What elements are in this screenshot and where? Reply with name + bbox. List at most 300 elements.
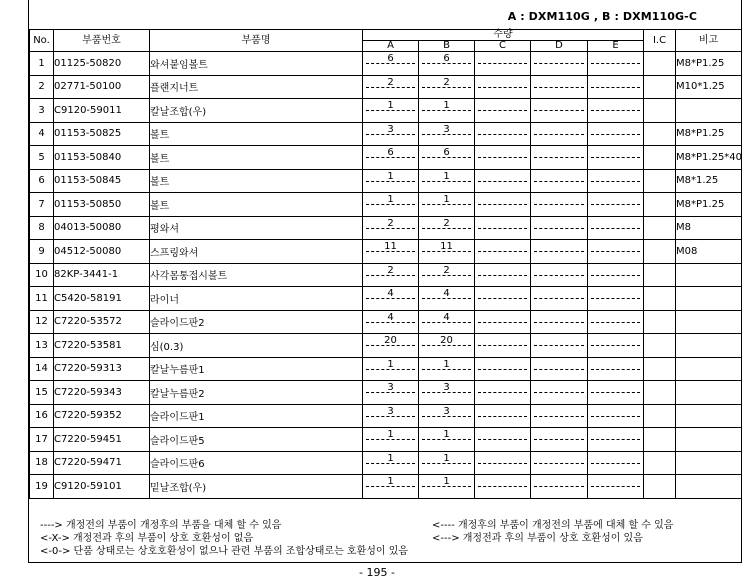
qty-value: 4	[443, 288, 450, 299]
table-row	[30, 216, 742, 240]
qty-dash-line	[534, 251, 584, 252]
qty-dash-line	[591, 110, 640, 111]
row-part-name: 칼날조합(우)	[150, 99, 363, 123]
row-note	[676, 404, 742, 428]
row-ic	[644, 216, 676, 240]
table-row	[30, 475, 742, 499]
page-number: - 195 -	[359, 566, 395, 579]
row-qty-d	[531, 475, 588, 499]
parts-table	[29, 29, 742, 499]
header-qty-e: E	[588, 41, 644, 52]
row-ic	[644, 169, 676, 193]
qty-dash-line	[478, 392, 527, 393]
qty-dash-line	[478, 275, 527, 276]
qty-dash-line	[591, 181, 640, 182]
row-qty-c	[475, 75, 531, 99]
qty-dash-line	[478, 228, 527, 229]
row-qty-e	[588, 99, 644, 123]
row-qty-a	[363, 451, 419, 475]
row-qty-a	[363, 75, 419, 99]
row-no: 17	[30, 428, 54, 452]
row-qty-a	[363, 52, 419, 76]
row-qty-d	[531, 193, 588, 217]
row-qty-e	[588, 263, 644, 287]
row-part-number: C7220-53581	[54, 334, 150, 358]
qty-dash-line	[591, 275, 640, 276]
qty-dash-line	[534, 369, 584, 370]
row-qty-d	[531, 169, 588, 193]
qty-value: 4	[387, 311, 394, 323]
row-qty-b	[419, 381, 475, 405]
table-row	[30, 404, 742, 428]
qty-value: 4	[443, 311, 450, 323]
row-qty-b	[419, 451, 475, 475]
qty-dash-line	[534, 228, 584, 229]
qty-value: 1	[443, 194, 450, 205]
row-no: 10	[30, 263, 54, 287]
model-label: A : DXM110G , B : DXM110G-C	[507, 10, 697, 23]
qty-dash-line	[478, 298, 527, 299]
row-qty-c	[475, 263, 531, 287]
row-ic	[644, 334, 676, 358]
qty-dash-line	[591, 439, 640, 440]
qty-dash-line	[591, 228, 640, 229]
qty-value: 1	[387, 429, 394, 440]
row-part-name: 슬라이드판2	[150, 310, 363, 334]
qty-dash-line	[534, 416, 584, 417]
row-no: 6	[30, 169, 54, 193]
row-qty-a	[363, 381, 419, 405]
row-ic	[644, 75, 676, 99]
qty-dash-line	[478, 110, 527, 111]
row-qty-b	[419, 263, 475, 287]
row-part-name: 슬라이드판5	[150, 428, 363, 452]
row-qty-a	[363, 263, 419, 287]
row-part-number: C9120-59011	[54, 99, 150, 123]
row-ic	[644, 451, 676, 475]
row-qty-d	[531, 334, 588, 358]
header-qty-b: B	[419, 41, 475, 52]
row-note: M8*P1.25*40	[676, 146, 742, 170]
row-qty-b	[419, 240, 475, 264]
row-qty-e	[588, 334, 644, 358]
header-qty-a: A	[363, 41, 419, 52]
row-part-number: 01125-50820	[54, 52, 150, 76]
row-note	[676, 263, 742, 287]
table-row	[30, 287, 742, 311]
row-part-name: 볼트	[150, 122, 363, 146]
row-qty-e	[588, 240, 644, 264]
qty-value: 1	[387, 100, 394, 111]
row-qty-c	[475, 169, 531, 193]
row-qty-c	[475, 334, 531, 358]
qty-dash-line	[534, 204, 584, 205]
header-ic: I.C	[644, 30, 676, 52]
qty-dash-line	[534, 181, 584, 182]
qty-value: 1	[387, 476, 394, 487]
table-row	[30, 75, 742, 99]
row-qty-d	[531, 240, 588, 264]
row-no: 5	[30, 146, 54, 170]
row-qty-d	[531, 451, 588, 475]
qty-value: 6	[443, 147, 450, 158]
row-qty-b	[419, 334, 475, 358]
qty-value: 3	[387, 382, 394, 393]
qty-value: 1	[387, 170, 394, 182]
row-note	[676, 99, 742, 123]
row-ic	[644, 357, 676, 381]
qty-dash-line	[591, 463, 640, 464]
row-no: 19	[30, 475, 54, 499]
qty-dash-line	[591, 63, 640, 64]
table-row	[30, 146, 742, 170]
header-part-name: 부품명	[150, 30, 363, 52]
table-row	[30, 240, 742, 264]
row-no: 16	[30, 404, 54, 428]
row-no: 7	[30, 193, 54, 217]
qty-dash-line	[591, 392, 640, 393]
row-note: M8*P1.25	[676, 52, 742, 76]
row-part-number: C7220-59451	[54, 428, 150, 452]
qty-value: 1	[387, 358, 394, 370]
row-qty-d	[531, 310, 588, 334]
row-no: 2	[30, 75, 54, 99]
row-qty-e	[588, 146, 644, 170]
row-qty-a	[363, 240, 419, 264]
row-qty-b	[419, 404, 475, 428]
row-part-number: 01153-50825	[54, 122, 150, 146]
row-part-name: 밑날조합(우)	[150, 475, 363, 499]
row-qty-b	[419, 169, 475, 193]
row-qty-e	[588, 310, 644, 334]
row-qty-d	[531, 216, 588, 240]
qty-value: 11	[384, 241, 397, 252]
row-part-name: 와셔붙임볼트	[150, 52, 363, 76]
row-qty-e	[588, 475, 644, 499]
row-part-number: C7220-59313	[54, 357, 150, 381]
compatibility-legend	[40, 519, 674, 558]
row-ic	[644, 193, 676, 217]
qty-dash-line	[478, 416, 527, 417]
row-ic	[644, 122, 676, 146]
row-qty-e	[588, 428, 644, 452]
qty-dash-line	[478, 345, 527, 346]
row-part-number: C7220-59352	[54, 404, 150, 428]
row-qty-c	[475, 52, 531, 76]
row-note: M8*P1.25	[676, 193, 742, 217]
row-qty-e	[588, 216, 644, 240]
row-note	[676, 428, 742, 452]
row-part-number: C5420-58191	[54, 287, 150, 311]
row-no: 12	[30, 310, 54, 334]
row-qty-c	[475, 216, 531, 240]
qty-value: 1	[443, 452, 450, 464]
row-part-number: 02771-50100	[54, 75, 150, 99]
qty-dash-line	[534, 63, 584, 64]
qty-dash-line	[478, 134, 527, 135]
qty-dash-line	[478, 87, 527, 88]
row-part-number: C9120-59101	[54, 475, 150, 499]
qty-value: 6	[387, 53, 394, 64]
qty-dash-line	[534, 87, 584, 88]
qty-dash-line	[534, 392, 584, 393]
row-qty-e	[588, 287, 644, 311]
row-qty-d	[531, 146, 588, 170]
row-part-number: C7220-59471	[54, 451, 150, 475]
row-part-name: 슬라이드판1	[150, 404, 363, 428]
legend-assembly-compatible: <-0-> 단품 상태로는 상호호환성이 없으나 관련 부품의 조합상태로는 호환성이 있음	[40, 546, 409, 557]
qty-value: 1	[443, 100, 450, 111]
row-part-name: 사각몸통접시볼트	[150, 263, 363, 287]
row-qty-a	[363, 357, 419, 381]
parts-sheet	[28, 0, 742, 563]
row-qty-b	[419, 122, 475, 146]
qty-dash-line	[534, 298, 584, 299]
qty-value: 2	[387, 264, 394, 276]
header-part-number: 부품번호	[54, 30, 150, 52]
qty-dash-line	[478, 251, 527, 252]
row-no: 8	[30, 216, 54, 240]
row-ic	[644, 99, 676, 123]
qty-value: 1	[387, 452, 394, 464]
qty-dash-line	[478, 204, 527, 205]
header-qty-c: C	[475, 41, 531, 52]
row-qty-e	[588, 381, 644, 405]
row-note	[676, 475, 742, 499]
table-row	[30, 122, 742, 146]
row-ic	[644, 263, 676, 287]
qty-value: 6	[443, 53, 450, 64]
qty-dash-line	[478, 157, 527, 158]
row-qty-b	[419, 357, 475, 381]
row-part-number: C7220-53572	[54, 310, 150, 334]
row-qty-c	[475, 146, 531, 170]
row-note: M8*1.25	[676, 169, 742, 193]
qty-value: 1	[387, 194, 394, 205]
row-qty-c	[475, 451, 531, 475]
qty-dash-line	[478, 181, 527, 182]
row-no: 15	[30, 381, 54, 405]
row-note: M8	[676, 216, 742, 240]
qty-dash-line	[534, 134, 584, 135]
header-note: 비고	[676, 30, 742, 52]
row-qty-d	[531, 52, 588, 76]
row-qty-e	[588, 451, 644, 475]
row-qty-b	[419, 52, 475, 76]
row-part-name: 스프링와셔	[150, 240, 363, 264]
row-qty-d	[531, 381, 588, 405]
row-qty-d	[531, 75, 588, 99]
qty-dash-line	[591, 345, 640, 346]
row-qty-c	[475, 404, 531, 428]
qty-value: 11	[440, 241, 453, 252]
table-row	[30, 310, 742, 334]
qty-dash-line	[534, 345, 584, 346]
row-part-number: 01153-50850	[54, 193, 150, 217]
qty-dash-line	[534, 486, 584, 487]
row-part-name: 평와셔	[150, 216, 363, 240]
qty-dash-line	[591, 322, 640, 323]
table-row	[30, 52, 742, 76]
table-row	[30, 263, 742, 287]
qty-value: 3	[443, 382, 450, 393]
row-qty-c	[475, 99, 531, 123]
qty-value: 2	[387, 76, 394, 88]
row-qty-c	[475, 381, 531, 405]
qty-dash-line	[591, 251, 640, 252]
row-part-name: 칼날누름판2	[150, 381, 363, 405]
row-qty-b	[419, 193, 475, 217]
legend-incompatible: <-X-> 개정전과 후의 부품이 상호 호환성이 없음	[40, 533, 254, 544]
row-qty-c	[475, 287, 531, 311]
row-no: 18	[30, 451, 54, 475]
row-part-name: 칼날누름판1	[150, 357, 363, 381]
legend-compatible: <---> 개정전과 후의 부품이 상호 호환성이 있음	[432, 533, 643, 544]
qty-value: 3	[387, 123, 394, 135]
row-qty-b	[419, 75, 475, 99]
qty-value: 3	[443, 123, 450, 135]
row-no: 1	[30, 52, 54, 76]
qty-value: 1	[443, 170, 450, 182]
row-ic	[644, 428, 676, 452]
row-qty-d	[531, 404, 588, 428]
row-note	[676, 381, 742, 405]
row-qty-c	[475, 310, 531, 334]
qty-dash-line	[478, 63, 527, 64]
row-note: M10*1.25	[676, 75, 742, 99]
row-qty-b	[419, 287, 475, 311]
row-no: 14	[30, 357, 54, 381]
qty-dash-line	[534, 439, 584, 440]
row-qty-e	[588, 193, 644, 217]
row-qty-e	[588, 75, 644, 99]
table-row	[30, 334, 742, 358]
row-ic	[644, 287, 676, 311]
row-ic	[644, 475, 676, 499]
row-qty-e	[588, 169, 644, 193]
row-part-name: 볼트	[150, 146, 363, 170]
qty-dash-line	[478, 486, 527, 487]
row-qty-a	[363, 428, 419, 452]
row-qty-a	[363, 334, 419, 358]
qty-dash-line	[591, 298, 640, 299]
row-qty-a	[363, 310, 419, 334]
qty-dash-line	[534, 275, 584, 276]
qty-dash-line	[478, 463, 527, 464]
row-qty-b	[419, 310, 475, 334]
qty-value: 4	[387, 288, 394, 299]
qty-value: 2	[387, 217, 394, 229]
parts-table-body	[30, 52, 742, 499]
row-qty-e	[588, 122, 644, 146]
row-qty-a	[363, 193, 419, 217]
row-qty-a	[363, 122, 419, 146]
row-qty-c	[475, 193, 531, 217]
row-note	[676, 357, 742, 381]
row-qty-b	[419, 146, 475, 170]
table-row	[30, 99, 742, 123]
qty-dash-line	[478, 439, 527, 440]
qty-value: 20	[384, 335, 397, 346]
qty-dash-line	[591, 134, 640, 135]
qty-dash-line	[534, 110, 584, 111]
row-qty-c	[475, 122, 531, 146]
row-part-number: 82KP-3441-1	[54, 263, 150, 287]
row-no: 9	[30, 240, 54, 264]
row-qty-b	[419, 216, 475, 240]
row-part-name: 플랜지너트	[150, 75, 363, 99]
qty-dash-line	[591, 204, 640, 205]
row-part-number: 04013-50080	[54, 216, 150, 240]
qty-dash-line	[534, 463, 584, 464]
row-qty-c	[475, 240, 531, 264]
table-row	[30, 357, 742, 381]
qty-value: 20	[440, 335, 453, 346]
qty-dash-line	[591, 157, 640, 158]
row-no: 13	[30, 334, 54, 358]
row-qty-e	[588, 404, 644, 428]
row-part-name: 라이너	[150, 287, 363, 311]
row-ic	[644, 52, 676, 76]
row-no: 4	[30, 122, 54, 146]
row-part-name: 볼트	[150, 193, 363, 217]
qty-value: 1	[443, 358, 450, 370]
qty-dash-line	[591, 369, 640, 370]
table-row	[30, 428, 742, 452]
row-qty-d	[531, 428, 588, 452]
row-qty-d	[531, 357, 588, 381]
row-qty-c	[475, 428, 531, 452]
qty-value: 1	[443, 429, 450, 440]
row-qty-d	[531, 263, 588, 287]
row-qty-e	[588, 52, 644, 76]
row-qty-a	[363, 404, 419, 428]
row-qty-c	[475, 357, 531, 381]
row-no: 3	[30, 99, 54, 123]
row-note	[676, 334, 742, 358]
table-row	[30, 381, 742, 405]
legend-backward: <---- 개정후의 부품이 개정전의 부품에 대체 할 수 있음	[432, 520, 674, 531]
row-part-name: 심(0.3)	[150, 334, 363, 358]
table-row	[30, 193, 742, 217]
row-qty-d	[531, 122, 588, 146]
row-note	[676, 451, 742, 475]
qty-value: 3	[387, 405, 394, 417]
header-no: No.	[30, 30, 54, 52]
row-qty-b	[419, 428, 475, 452]
qty-dash-line	[591, 486, 640, 487]
row-qty-d	[531, 287, 588, 311]
row-qty-a	[363, 475, 419, 499]
row-note	[676, 287, 742, 311]
qty-value: 2	[443, 217, 450, 229]
row-note: M08	[676, 240, 742, 264]
row-qty-a	[363, 99, 419, 123]
row-qty-d	[531, 99, 588, 123]
qty-dash-line	[534, 322, 584, 323]
qty-dash-line	[591, 416, 640, 417]
row-qty-a	[363, 216, 419, 240]
row-no: 11	[30, 287, 54, 311]
row-qty-a	[363, 146, 419, 170]
row-qty-a	[363, 287, 419, 311]
qty-dash-line	[591, 87, 640, 88]
row-ic	[644, 146, 676, 170]
row-qty-b	[419, 475, 475, 499]
qty-dash-line	[478, 322, 527, 323]
row-ic	[644, 381, 676, 405]
row-qty-c	[475, 475, 531, 499]
